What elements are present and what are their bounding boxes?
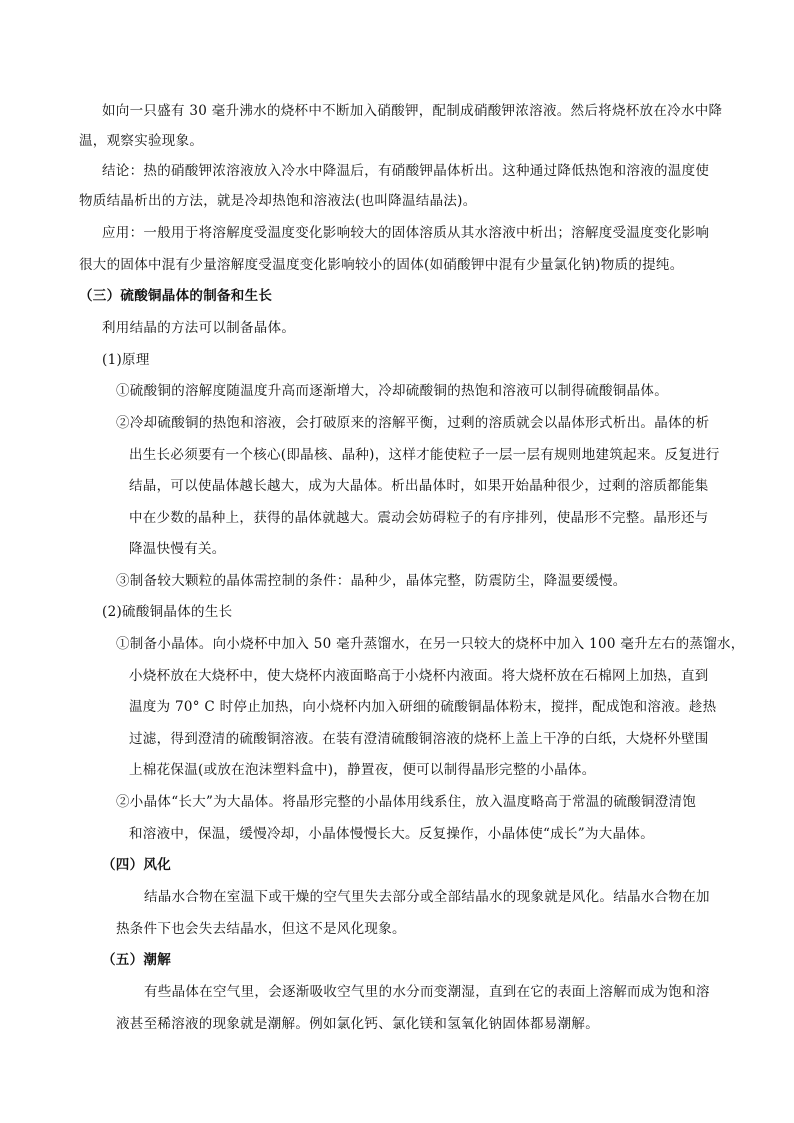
- principle-title: (1)原理: [102, 352, 150, 368]
- section-5-heading: （五）潮解: [102, 952, 171, 968]
- application-line-1: 应用：一般用于将溶解度受温度变化影响较大的固体溶质从其水溶液中析出；溶解度受温度变化影响: [102, 225, 710, 241]
- principle-item-2-line-3: 结晶，可以使晶体越长越大，成为大晶体。析出晶体时，如果开始晶种很少，过剩的溶质都能集: [129, 478, 709, 494]
- growth-item-2-line-2: 和溶液中，保温，缓慢冷却，小晶体慢慢长大。反复操作，小晶体使“成长”为大晶体。: [129, 826, 655, 842]
- section-3-heading: （三）硫酸铜晶体的制备和生长: [79, 288, 273, 304]
- growth-item-2-line-1: ②小晶体“长大”为大晶体。将晶形完整的小晶体用线系住，放入温度略高于常温的硫酸铜澄清饱: [116, 794, 697, 810]
- intro-line-1: 如向一只盛有 30 毫升沸水的烧杯中不断加入硝酸钾，配制成硝酸钾浓溶液。然后将烧杯放在冷水中降: [102, 103, 723, 119]
- principle-item-2-line-5: 降温快慢有关。: [129, 541, 226, 557]
- section-4-line-1: 结晶水合物在室温下或干燥的空气里失去部分或全部结晶水的现象就是风化。结晶水合物在加: [144, 889, 710, 905]
- growth-title: (2)硫酸铜晶体的生长: [102, 604, 233, 620]
- principle-item-2-line-1: ②冷却硫酸铜的热饱和溶液，会打破原来的溶解平衡，过剩的溶质就会以晶体形式析出。晶体的析: [116, 415, 710, 431]
- principle-item-3: ③制备较大颗粒的晶体需控制的条件：晶种少，晶体完整，防震防尘，降温要缓慢。: [116, 573, 627, 589]
- section-5-line-1: 有些晶体在空气里，会逐渐吸收空气里的水分而变潮湿，直到在它的表面上溶解而成为饱和溶: [144, 984, 710, 1000]
- intro-line-2: 温，观察实验现象。: [79, 133, 204, 149]
- growth-item-1-line-1: ①制备小晶体。向小烧杯中加入 50 毫升蒸馏水，在另一只较大的烧杯中加入 100 毫升左右的蒸馏水，: [116, 636, 745, 652]
- principle-item-1: ①硫酸铜的溶解度随温度升高而逐渐增大，冷却硫酸铜的热饱和溶液可以制得硫酸铜晶体。: [116, 383, 668, 399]
- principle-item-2-line-2: 出生长必须要有一个核心(即晶核、晶种)，这样才能使粒子一层一层有规则地建筑起来。反复进行: [129, 447, 720, 463]
- section-4-line-2: 热条件下也会失去结晶水，但这不是风化现象。: [116, 921, 406, 937]
- section-3-intro: 利用结晶的方法可以制备晶体。: [102, 320, 296, 336]
- conclusion-line-2: 物质结晶析出的方法，就是冷却热饱和溶液法(也叫降温结晶法)。: [79, 193, 477, 209]
- growth-item-1-line-2: 小烧杯放在大烧杯中，使大烧杯内液面略高于小烧杯内液面。将大烧杯放在石棉网上加热，直到: [129, 668, 709, 684]
- conclusion-line-1: 结论：热的硝酸钾浓溶液放入冷水中降温后，有硝酸钾晶体析出。这种通过降低热饱和溶液的温度使: [102, 163, 710, 179]
- growth-item-1-line-3: 温度为 70° C 时停止加热，向小烧杯内加入研细的硫酸铜晶体粉末，搅拌，配成饱和溶液。趁热: [129, 699, 717, 715]
- application-line-2: 很大的固体中混有少量溶解度受温度变化影响较小的固体(如硝酸钾中混有少量氯化钠)物质的提纯。: [79, 257, 684, 273]
- growth-item-1-line-4: 过滤，得到澄清的硫酸铜溶液。在装有澄清硫酸铜溶液的烧杯上盖上干净的白纸，大烧杯外壁围: [129, 731, 709, 747]
- section-5-line-2: 液甚至稀溶液的现象就是潮解。例如氯化钙、氯化镁和氢氧化钠固体都易潮解。: [116, 1016, 599, 1032]
- section-4-heading: （四）风化: [102, 857, 171, 873]
- growth-item-1-line-5: 上棉花保温(或放在泡沫塑料盒中)，静置夜，便可以制得晶形完整的小晶体。: [129, 762, 596, 778]
- principle-item-2-line-4: 中在少数的晶种上，获得的晶体就越大。震动会妨碍粒子的有序排列，使晶形不完整。晶形还与: [129, 510, 709, 526]
